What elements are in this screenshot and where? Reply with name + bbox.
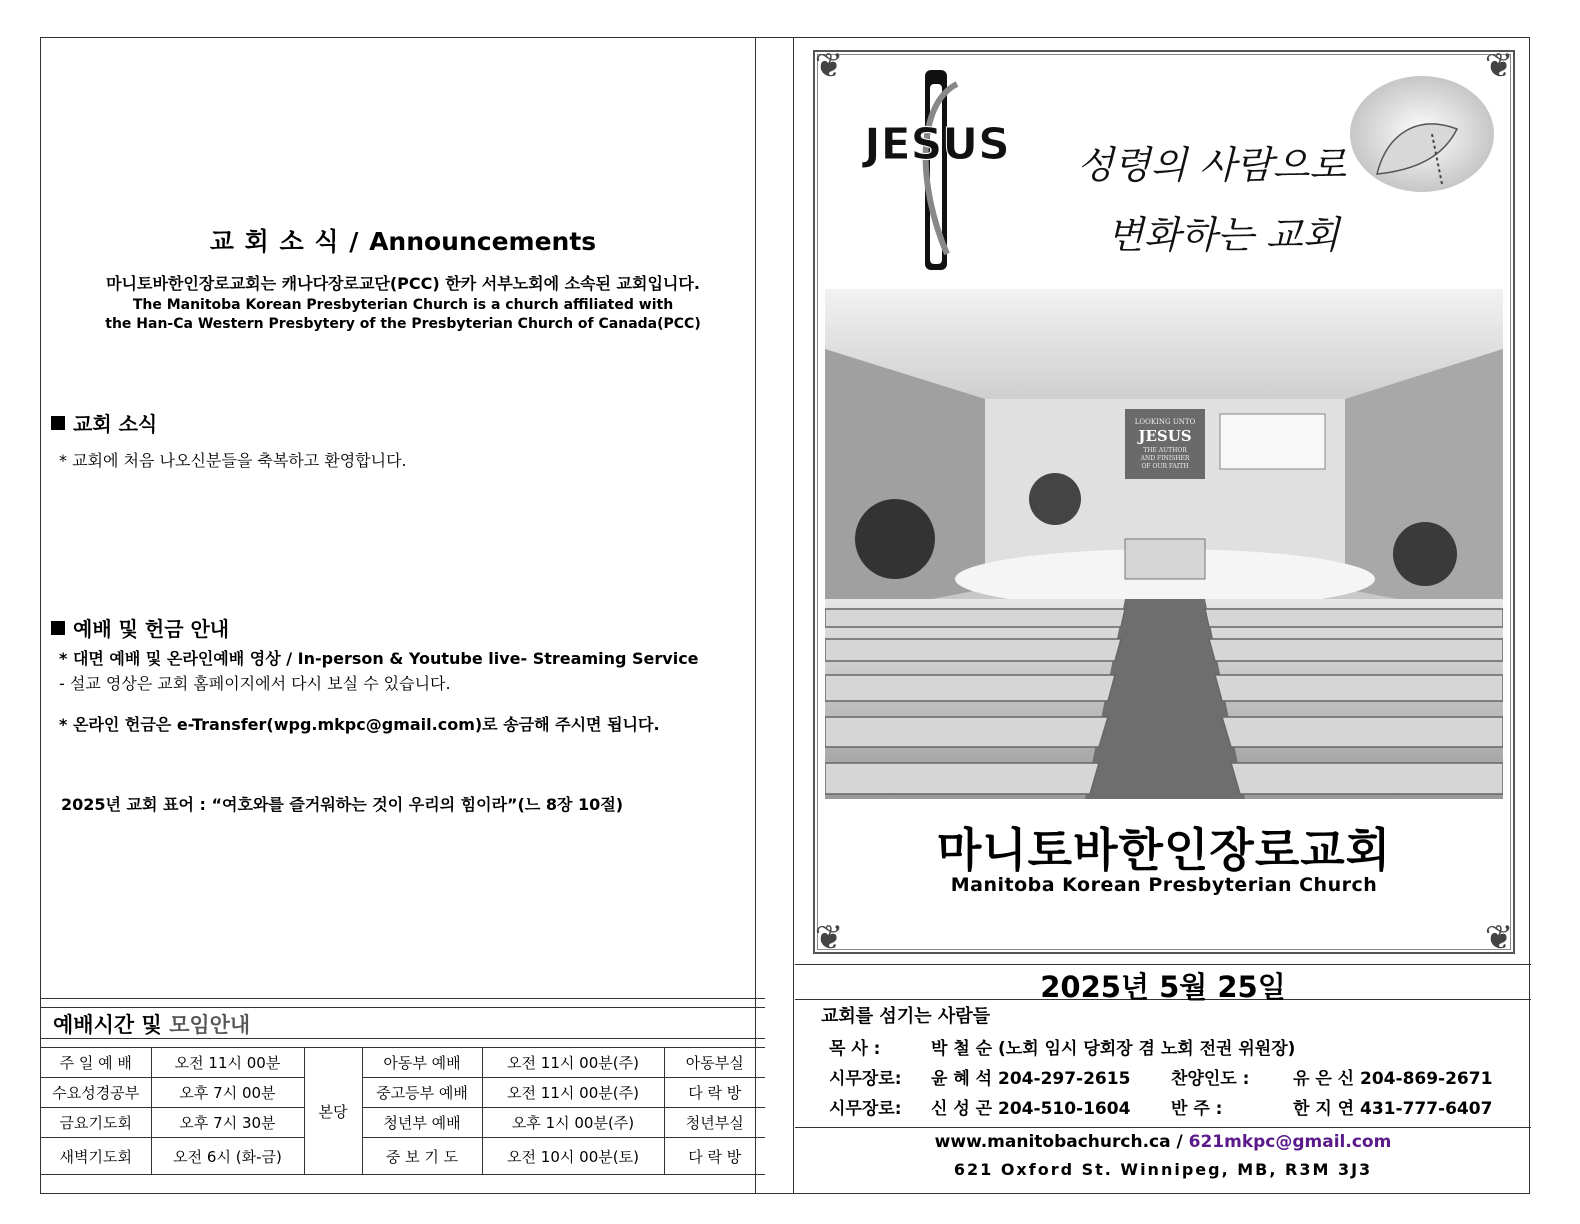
church-address: 621 Oxford St. Winnipeg, MB, R3M 3J3 — [953, 1160, 1373, 1179]
bancho-info: 한 지 연 431-777-6407 — [1293, 1099, 1493, 1119]
sign-text: THE AUTHOR — [1143, 447, 1187, 454]
contact-row — [795, 1127, 1531, 1196]
elder1-label: 시무장로: — [829, 1069, 902, 1089]
schedule-title-text — [53, 1009, 250, 1039]
slogan-line-2: 변화하는 교회 — [1107, 213, 1340, 257]
schedule-title-b: 모임안내 — [169, 1013, 251, 1037]
schedule-section — [41, 998, 765, 1196]
worship-line-1: * 대면 예배 및 온라인예배 영상 / In-person & Youtube live- Streaming Service — [59, 649, 699, 668]
table-row — [41, 1108, 765, 1138]
square-bullet-icon — [51, 621, 65, 635]
schedule-cell: 다 락 방 — [664, 1138, 765, 1175]
title-ko: 교 회 소 식 — [209, 227, 340, 256]
worship-line-3: * 온라인 헌금은 e-Transfer(wpg.mkpc@gmail.com)로 송금해 주시면 됩니다. — [59, 715, 660, 734]
email-link[interactable]: 621mkpc@gmail.com — [1188, 1132, 1392, 1152]
plant-right — [1393, 522, 1457, 586]
schedule-cell: 중고등부 예배 — [362, 1078, 482, 1108]
schedule-cell: 오전 6시 (화-금) — [151, 1138, 304, 1175]
sign-text: LOOKING UNTO — [1134, 418, 1196, 426]
date-row — [795, 964, 1531, 1004]
praise-info: 유 은 신 204-869-2671 — [1293, 1069, 1493, 1089]
schedule-cell: 청년부 예배 — [362, 1108, 482, 1138]
schedule-title — [41, 1007, 765, 1039]
schedule-cell: 오후 7시 00분 — [151, 1078, 304, 1108]
staff-title: 교회를 섬기는 사람들 — [821, 1006, 991, 1027]
altar — [1125, 539, 1205, 579]
schedule-cell: 오후 1시 00분(주) — [482, 1108, 664, 1138]
schedule-cell: 금요기도회 — [41, 1108, 151, 1138]
schedule-cell: 아동부실 — [664, 1048, 765, 1078]
church-name-en: Manitoba Korean Presbyterian Church — [950, 874, 1378, 896]
schedule-cell: 아동부 예배 — [362, 1048, 482, 1078]
elder1-info: 윤 혜 석 204-297-2615 — [931, 1069, 1131, 1089]
worship-heading-text: 예배 및 헌금 안내 — [73, 617, 230, 641]
news-item: * 교회에 처음 나오신분들을 축복하고 환영합니다. — [59, 451, 407, 470]
plant-left — [1029, 473, 1081, 525]
pastor-label: 목 사 : — [829, 1039, 881, 1059]
sign-text: AND FINISHER — [1140, 455, 1190, 462]
corner-ornament-icon: ❦ — [814, 918, 844, 958]
corner-ornament-icon: ❦ — [814, 46, 844, 86]
projection-screen — [1220, 414, 1325, 469]
schedule-table — [41, 1047, 765, 1175]
worship-heading — [51, 613, 229, 642]
slogan-line-1: 성령의 사람으로 — [1077, 143, 1347, 187]
left-panel — [41, 38, 765, 1193]
church-name-ko: 마니토바한인장로교회 — [936, 823, 1392, 877]
pastor-name: 박 철 순 (노회 임시 당회장 겸 노회 전권 위원장) — [931, 1039, 1296, 1059]
schedule-cell: 오전 11시 00분 — [151, 1048, 304, 1078]
announcements-title — [41, 222, 765, 258]
table-row — [41, 1048, 765, 1078]
schedule-place-main: 본당 — [304, 1048, 362, 1175]
news-heading — [51, 408, 157, 437]
schedule-cell: 새벽기도회 — [41, 1138, 151, 1175]
schedule-cell: 수요성경공부 — [41, 1078, 151, 1108]
contact-sep: / — [1170, 1132, 1189, 1152]
corner-ornament-icon: ❦ — [1484, 46, 1514, 86]
sign-text: JESUS — [1138, 427, 1192, 445]
website-link[interactable]: www.manitobachurch.ca — [934, 1132, 1171, 1152]
news-heading-text: 교회 소식 — [73, 412, 158, 436]
table-row — [41, 1138, 765, 1175]
schedule-cell: 다 락 방 — [664, 1078, 765, 1108]
title-sep: / — [339, 227, 370, 256]
affiliation-ko: 마니토바한인장로교회는 캐나다장로교단(PCC) 한카 서부노회에 소속된 교회입니다. — [106, 274, 700, 293]
schedule-cell: 청년부실 — [664, 1108, 765, 1138]
elder2-info: 신 성 곤 204-510-1604 — [931, 1099, 1131, 1119]
bancho-label: 반 주 : — [1171, 1099, 1223, 1119]
schedule-cell: 오전 11시 00분(주) — [482, 1078, 664, 1108]
jesus-cross-logo — [857, 64, 1017, 274]
affiliation-en-1: The Manitoba Korean Presbyterian Church is a church affiliated with — [132, 297, 674, 313]
elder2-label: 시무장로: — [829, 1099, 902, 1119]
affiliation-en-2: the Han-Ca Western Presbytery of the Presbyterian Church of Canada(PCC) — [105, 316, 701, 332]
worship-line-2: - 설교 영상은 교회 홈페이지에서 다시 보실 수 있습니다. — [59, 674, 451, 693]
schedule-cell: 오후 7시 30분 — [151, 1108, 304, 1138]
sign-text: OF OUR FAITH — [1141, 463, 1189, 470]
center-divider-2 — [793, 38, 794, 1193]
logo-text: JESUS — [864, 119, 1010, 170]
square-bullet-icon — [51, 416, 65, 430]
sanctuary-photo — [825, 289, 1503, 799]
title-en: Announcements — [369, 227, 597, 256]
cover-panel — [807, 44, 1521, 960]
praise-label: 찬양인도 : — [1171, 1069, 1250, 1089]
schedule-cell: 오전 10시 00분(토) — [482, 1138, 664, 1175]
bulletin-sheet — [40, 37, 1530, 1194]
plant-far-left — [855, 499, 935, 579]
praying-hands-image — [1347, 74, 1497, 204]
schedule-title-a: 예배시간 및 — [53, 1013, 170, 1037]
corner-ornament-icon: ❦ — [1484, 918, 1514, 958]
church-motto: 2025년 교회 표어 : “여호와를 즐거워하는 것이 우리의 힘이라”(느 8장 10절) — [61, 795, 624, 814]
table-row — [41, 1078, 765, 1108]
schedule-cell: 주 일 예 배 — [41, 1048, 151, 1078]
schedule-cell: 중 보 기 도 — [362, 1138, 482, 1175]
bulletin-date: 2025년 5월 25일 — [1040, 970, 1286, 1004]
web-contact — [795, 1132, 1531, 1152]
schedule-cell: 오전 11시 00분(주) — [482, 1048, 664, 1078]
